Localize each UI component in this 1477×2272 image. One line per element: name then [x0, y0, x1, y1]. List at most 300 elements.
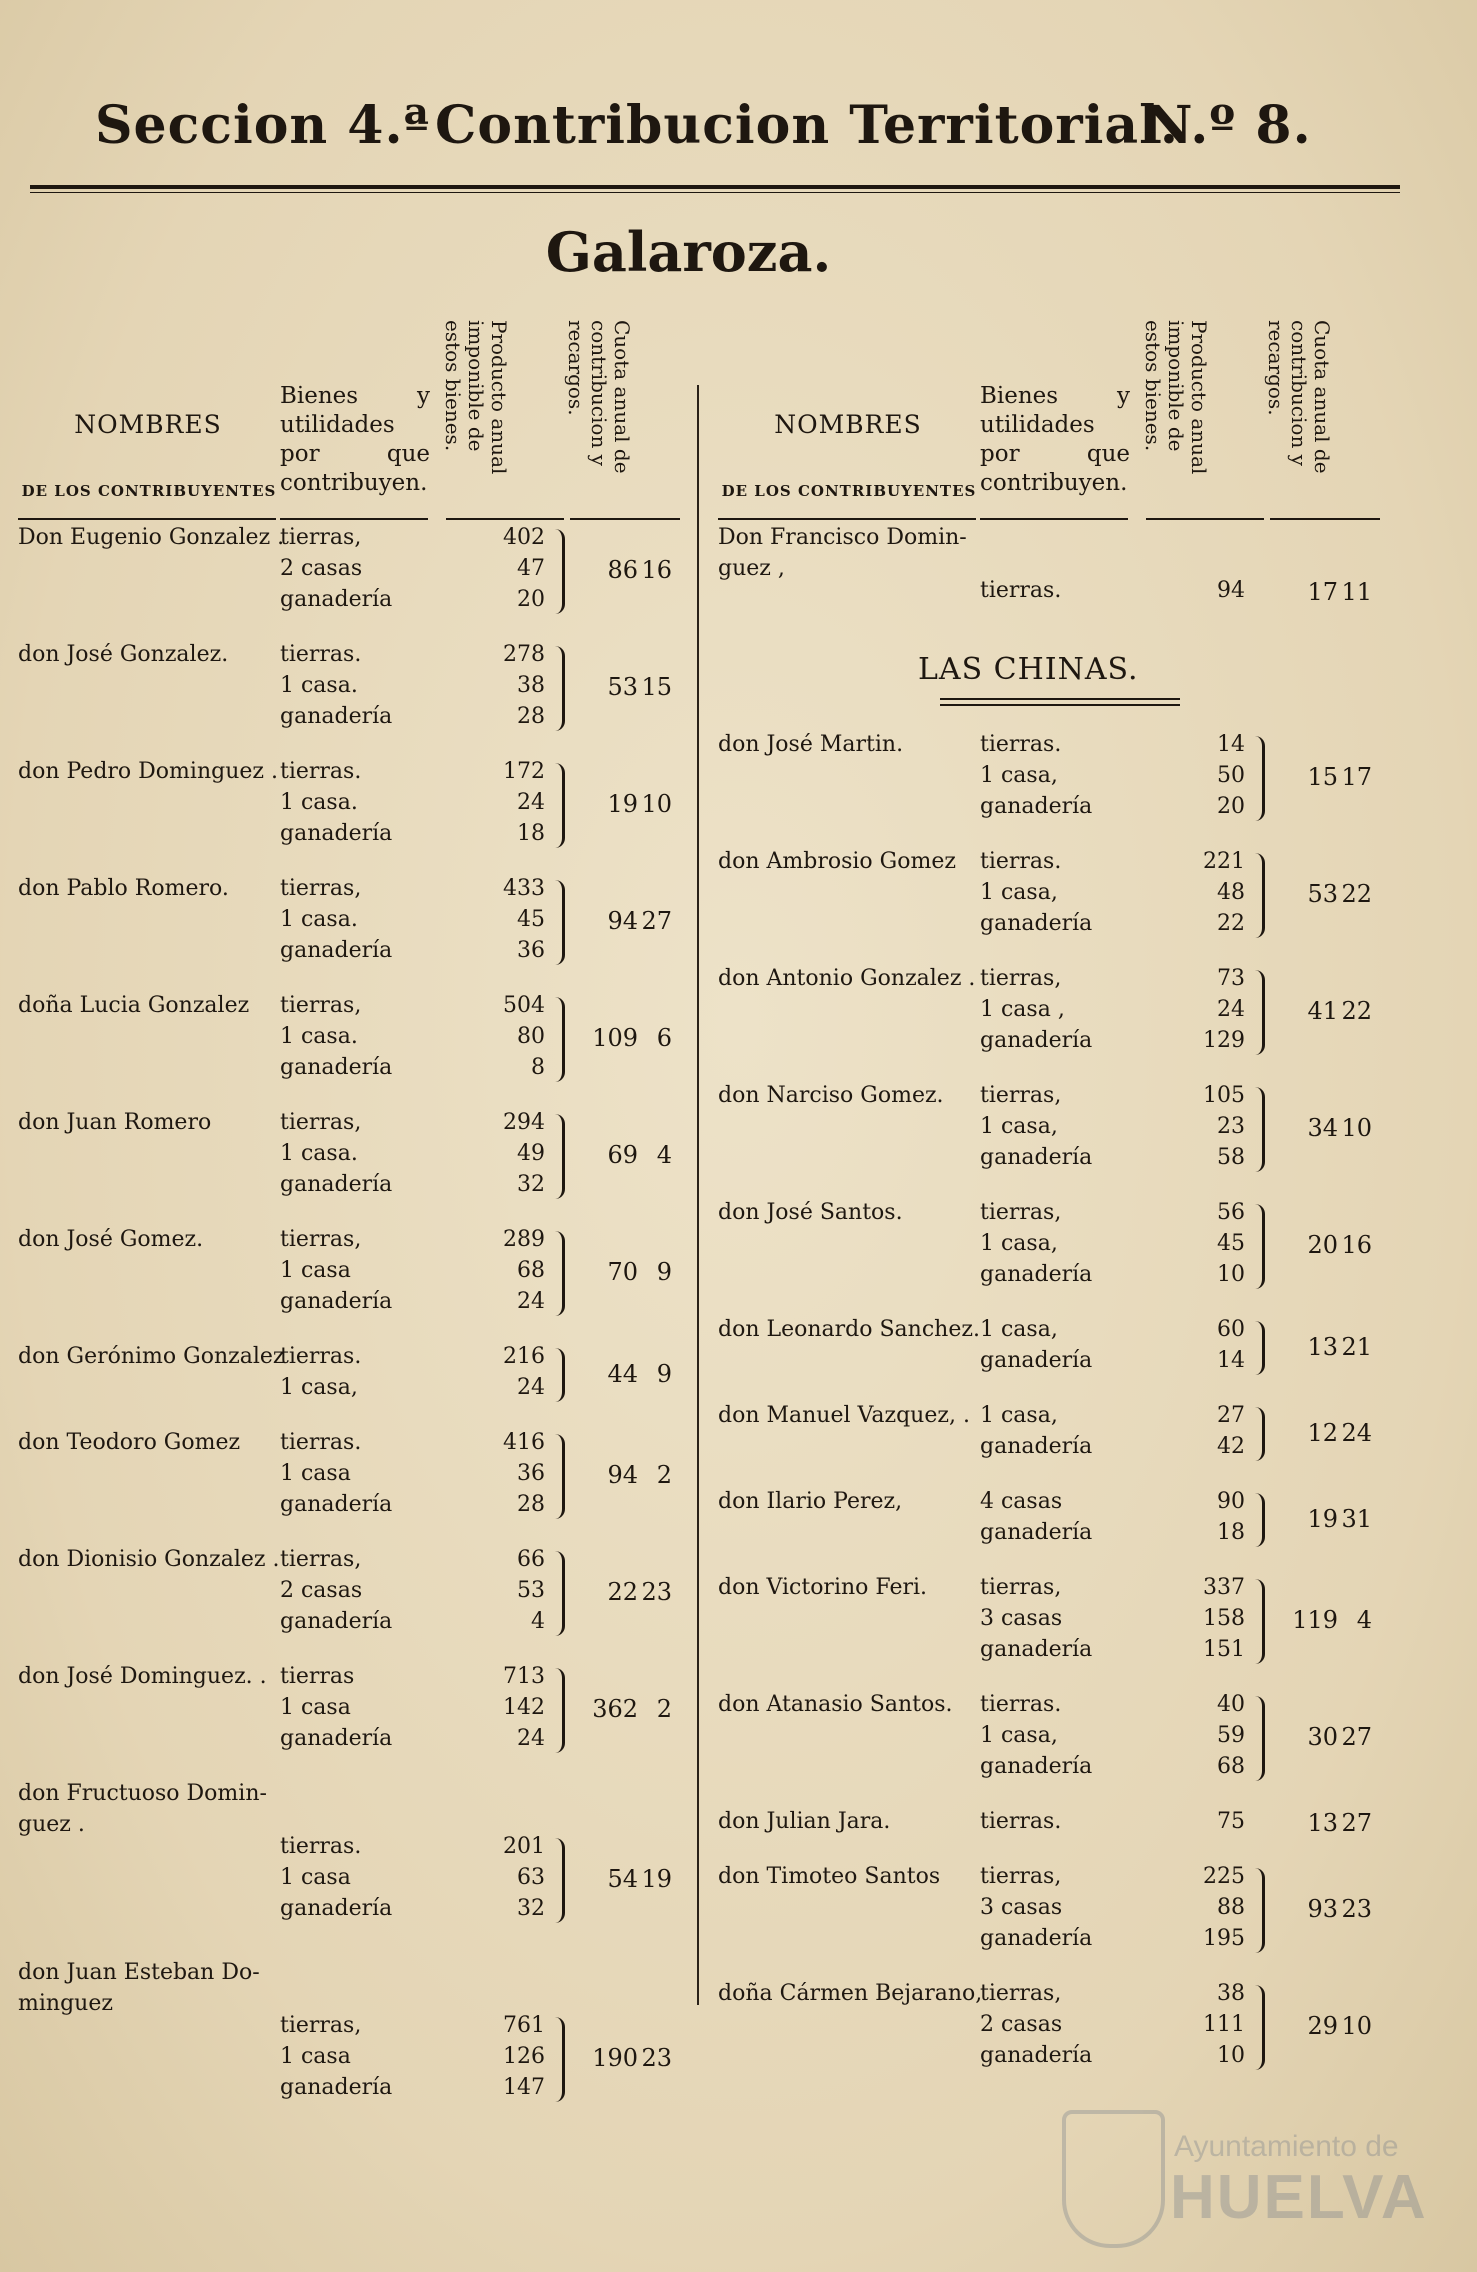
asset-text: 1 casa ,	[980, 997, 1065, 1022]
brace-mark	[1248, 1579, 1265, 1664]
contributor-name: don Victorino Feri.	[718, 1575, 928, 1600]
asset-text: ganadería	[980, 794, 1093, 819]
asset-text: tierras.	[980, 1692, 1062, 1717]
producto-value: 58	[1217, 1145, 1245, 1170]
producto-value: 20	[517, 587, 545, 612]
asset-text: 1 casa	[280, 1695, 351, 1720]
asset-label	[280, 1258, 430, 1289]
cuota-value	[1278, 880, 1378, 908]
cuota-maravedis: 19	[641, 1864, 672, 1893]
contributor-name: don Juan Esteban Do-	[18, 1960, 260, 1985]
cuota-value	[578, 790, 678, 818]
cuota-reales: 93	[1307, 1895, 1338, 1923]
asset-text: 2 casas	[280, 556, 363, 581]
watermark-line1: Ayuntamiento de	[1174, 2130, 1399, 2163]
producto-value: 24	[517, 790, 545, 815]
header-rule	[30, 185, 1400, 189]
asset-label	[980, 2043, 1130, 2074]
asset-text: tierras,	[280, 2012, 362, 2038]
asset-label	[980, 1926, 1130, 1957]
asset-label	[280, 525, 430, 556]
asset-text: ganadería	[980, 1637, 1093, 1662]
cuota-reales: 190	[592, 2043, 638, 2072]
header-underline	[446, 518, 564, 520]
asset-text: tierras.	[280, 642, 362, 667]
asset-text: 1 casa,	[980, 1403, 1058, 1428]
asset-text: 4 casas	[980, 1489, 1063, 1514]
brace-mark	[1248, 1087, 1265, 1172]
cuota-reales: 30	[1307, 1723, 1338, 1751]
producto-value: 90	[1217, 1489, 1245, 1514]
cuota-reales: 17	[1307, 577, 1338, 606]
asset-text: ganadería	[980, 1520, 1093, 1545]
asset-label	[980, 1434, 1130, 1465]
right-column	[718, 300, 1378, 2098]
asset-text: 3 casas	[980, 1606, 1063, 1631]
asset-label	[280, 938, 430, 969]
producto-value: 27	[1217, 1403, 1245, 1428]
shield-icon	[1062, 2110, 1165, 2248]
producto-value: 201	[503, 1833, 545, 1859]
producto-value: 761	[503, 2012, 545, 2038]
right-column-header	[718, 300, 1378, 525]
cuota-reales: 20	[1307, 1231, 1338, 1259]
cuota-value	[1278, 1505, 1378, 1533]
cuota-reales: 362	[592, 1695, 638, 1723]
contributor-name: doña Cármen Bejarano,	[718, 1981, 983, 2006]
asset-label	[980, 997, 1130, 1028]
producto-value: 416	[503, 1430, 545, 1455]
cuota-maravedis: 27	[1341, 1723, 1372, 1751]
contributor-entry	[718, 1864, 1378, 1981]
asset-text: ganadería	[280, 2074, 393, 2100]
brace-mark	[1248, 1696, 1265, 1781]
brace-mark	[1248, 1985, 1265, 2070]
producto-value: 24	[1217, 997, 1245, 1022]
producto-value: 24	[517, 1726, 545, 1751]
asset-label	[280, 1141, 430, 1172]
asset-text: ganadería	[980, 1434, 1093, 1459]
cuota-maravedis: 10	[1341, 2012, 1372, 2040]
asset-text: tierras,	[980, 1575, 1062, 1600]
asset-label	[980, 1262, 1130, 1293]
asset-text: tierras.	[980, 577, 1062, 603]
cuota-reales: 34	[1307, 1114, 1338, 1142]
cuota-maravedis: 9	[656, 1258, 672, 1286]
contributor-entry	[718, 1575, 1378, 1692]
right-first-entry	[718, 525, 1378, 642]
contributor-entry	[718, 966, 1378, 1083]
cuota-value	[578, 1865, 678, 1893]
asset-label	[280, 587, 430, 618]
brace-mark	[548, 1114, 565, 1199]
asset-label	[280, 673, 430, 704]
producto-value: 36	[517, 938, 545, 963]
asset-text: 1 casa	[280, 1461, 351, 1486]
contributor-name: Don Eugenio Gonzalez .	[18, 525, 285, 550]
asset-label	[280, 1609, 430, 1640]
contributor-entry	[718, 849, 1378, 966]
cuota-reales: 94	[607, 1461, 638, 1489]
cuota-maravedis: 2	[656, 1695, 672, 1723]
watermark	[1062, 2110, 1428, 2260]
asset-text: ganadería	[280, 1172, 393, 1197]
asset-label	[980, 1083, 1130, 1114]
contributor-name: Don Francisco Domin-	[718, 525, 967, 550]
producto-value: 151	[1203, 1637, 1245, 1662]
header-underline	[1270, 518, 1380, 520]
producto-value: 22	[1217, 911, 1245, 936]
producto-value: 158	[1203, 1606, 1245, 1631]
asset-text: ganadería	[280, 1609, 393, 1634]
brace-mark	[548, 1231, 565, 1316]
cuota-value	[1278, 1231, 1378, 1259]
asset-text: tierras,	[980, 966, 1062, 991]
brace-mark	[1248, 1321, 1265, 1375]
asset-text: 2 casas	[980, 2012, 1063, 2037]
bienes-header: Bienes y utilidades por que contribuyen.	[980, 383, 1130, 496]
brace-mark	[1248, 853, 1265, 938]
cuota-value	[578, 1360, 678, 1388]
asset-label	[980, 1981, 1130, 2012]
asset-text: tierras	[280, 1664, 355, 1689]
asset-label	[280, 1110, 430, 1141]
cuota-maravedis: 23	[641, 2043, 672, 2072]
asset-label	[280, 1227, 430, 1258]
page-header	[95, 95, 1315, 175]
asset-label	[280, 1430, 430, 1461]
contributor-name: don José Martin.	[718, 732, 904, 757]
contributor-entry	[18, 1344, 678, 1430]
cuota-reales: 19	[607, 790, 638, 818]
producto-value: 10	[1217, 1262, 1245, 1287]
asset-label	[980, 1520, 1130, 1551]
asset-text: 1 casa,	[980, 1723, 1058, 1748]
asset-text: 1 casa,	[280, 1375, 358, 1400]
header-underline	[18, 518, 276, 520]
producto-value: 278	[503, 642, 545, 667]
asset-text: ganadería	[280, 1895, 393, 1921]
cuota-reales: 86	[607, 556, 638, 584]
asset-text: tierras,	[280, 876, 362, 901]
asset-label	[280, 704, 430, 735]
las-chinas-title: LAS CHINAS.	[918, 652, 1139, 687]
producto-value: 14	[1217, 1348, 1245, 1373]
cuota-reales: 41	[1307, 997, 1338, 1025]
header-underline	[718, 518, 976, 520]
producto-value: 42	[1217, 1434, 1245, 1459]
producto-value: 36	[517, 1461, 545, 1486]
cuota-maravedis: 23	[641, 1578, 672, 1606]
producto-value: 75	[1217, 1809, 1245, 1834]
producto-value: 23	[1217, 1114, 1245, 1139]
producto-value: 47	[517, 556, 545, 581]
cuota-value	[578, 1578, 678, 1606]
contributor-name: don Antonio Gonzalez .	[718, 966, 976, 991]
asset-text: tierras.	[280, 1430, 362, 1455]
cuota-value	[578, 1258, 678, 1286]
names-subheader: DE LOS CONTRIBUYENTES	[21, 482, 277, 500]
asset-label	[980, 2012, 1130, 2043]
asset-label	[280, 2075, 430, 2106]
producto-value: 20	[1217, 794, 1245, 819]
column-separator	[697, 385, 699, 2005]
producto-value: 50	[1217, 763, 1245, 788]
contributor-entry	[18, 993, 678, 1110]
producto-value: 68	[517, 1258, 545, 1283]
brace-mark	[1248, 1868, 1265, 1953]
cuota-value	[1278, 1333, 1378, 1361]
asset-label	[980, 794, 1130, 825]
producto-value: 66	[517, 1547, 545, 1572]
cuota-reales: 12	[1307, 1418, 1338, 1447]
asset-text: ganadería	[980, 1754, 1093, 1779]
cuota-reales: 13	[1307, 1809, 1338, 1837]
asset-text: tierras.	[980, 849, 1062, 874]
cuota-maravedis: 6	[656, 1024, 672, 1052]
brace-mark	[548, 2017, 565, 2102]
asset-text: ganadería	[280, 1492, 393, 1517]
producto-value: 49	[517, 1141, 545, 1166]
cuota-reales: 29	[1307, 2012, 1338, 2040]
cuota-value	[1278, 763, 1378, 791]
asset-label	[980, 911, 1130, 942]
contributor-name: don Dionisio Gonzalez .	[18, 1547, 280, 1572]
asset-text: 3 casas	[980, 1895, 1063, 1920]
cuota-value	[1278, 2012, 1378, 2040]
cuota-maravedis: 2	[656, 1461, 672, 1489]
cuota-maravedis: 4	[656, 1141, 672, 1169]
asset-text: 1 casa.	[280, 1024, 358, 1049]
producto-value: 88	[1217, 1895, 1245, 1920]
bienes-header: Bienes y utilidades por que contribuyen.	[280, 383, 430, 496]
asset-text: ganadería	[280, 704, 393, 729]
producto-value: 40	[1217, 1692, 1245, 1717]
brace-mark	[1248, 1407, 1265, 1461]
asset-label	[280, 993, 430, 1024]
producto-value: 45	[517, 907, 545, 932]
asset-label	[280, 876, 430, 907]
asset-label	[280, 1055, 430, 1086]
producto-value: 60	[1217, 1317, 1245, 1342]
producto-value: 713	[503, 1664, 545, 1689]
producto-value: 225	[1203, 1864, 1245, 1889]
contributor-entry	[18, 1430, 678, 1547]
asset-label	[280, 759, 430, 790]
asset-label	[280, 556, 430, 587]
asset-text: 1 casa,	[980, 1114, 1058, 1139]
asset-text: tierras,	[280, 1110, 362, 1135]
asset-label	[980, 1403, 1130, 1434]
producto-value: 28	[517, 1492, 545, 1517]
contributor-name: don Teodoro Gomez	[18, 1430, 241, 1455]
asset-label	[980, 966, 1130, 997]
asset-label	[980, 1028, 1130, 1059]
contributor-name-cont: minguez	[18, 1991, 113, 2016]
producto-value: 294	[503, 1110, 545, 1135]
contributor-name: don Juan Romero	[18, 1110, 212, 1135]
asset-label	[280, 2044, 430, 2075]
cuota-maravedis: 16	[641, 556, 672, 584]
cuota-value	[1278, 1895, 1378, 1923]
asset-label	[280, 1461, 430, 1492]
asset-label	[280, 1547, 430, 1578]
producto-value: 221	[1203, 849, 1245, 874]
page-title: Contribucion Territorial.	[435, 95, 1179, 156]
asset-text: tierras,	[980, 1981, 1062, 2006]
contributor-entry	[18, 1664, 678, 1781]
producto-value: 10	[1217, 2043, 1245, 2068]
contributor-name: don José Dominguez. .	[18, 1664, 267, 1689]
cuota-maravedis: 23	[1341, 1895, 1372, 1923]
cuota-reales: 53	[1307, 880, 1338, 908]
header-underline	[980, 518, 1128, 520]
asset-text: 1 casa.	[280, 673, 358, 698]
cuota-reales: 69	[607, 1141, 638, 1169]
contributor-name: don Gerónimo Gonzalez	[18, 1344, 285, 1369]
producto-value: 195	[1203, 1926, 1245, 1951]
brace-mark	[548, 763, 565, 848]
asset-label	[280, 2013, 430, 2044]
asset-label	[280, 1172, 430, 1203]
producto-value: 18	[517, 821, 545, 846]
asset-text: tierras,	[980, 1200, 1062, 1225]
cuota-value	[1278, 1606, 1378, 1634]
producto-value: 32	[517, 1895, 545, 1921]
producto-value: 216	[503, 1344, 545, 1369]
contributor-name-cont: guez ,	[718, 556, 785, 581]
cuota-maravedis: 11	[1341, 577, 1372, 606]
asset-text: ganadería	[280, 938, 393, 963]
contributor-name: don Pedro Dominguez .	[18, 759, 278, 784]
asset-text: ganadería	[980, 911, 1093, 936]
asset-label	[280, 1289, 430, 1320]
producto-value: 126	[503, 2043, 545, 2069]
asset-label	[280, 1024, 430, 1055]
contributor-entry	[718, 525, 1378, 642]
asset-text: ganadería	[980, 1926, 1093, 1951]
cuota-value	[1278, 1723, 1378, 1751]
cuota-value	[1278, 1419, 1378, 1447]
asset-text: tierras,	[980, 1083, 1062, 1108]
producto-header: Producto anual imponible de estos bienes.	[1141, 320, 1211, 475]
producto-value: 56	[1217, 1200, 1245, 1225]
brace-mark	[1248, 736, 1265, 821]
cuota-reales: 19	[1307, 1504, 1338, 1533]
contributor-name: doña Lucia Gonzalez	[18, 993, 250, 1018]
contributor-entry	[18, 1781, 678, 1960]
producto-value: 38	[517, 673, 545, 698]
cuota-reales: 44	[607, 1359, 638, 1388]
cuota-value	[578, 1141, 678, 1169]
asset-label	[980, 732, 1130, 763]
cuota-reales: 22	[607, 1578, 638, 1606]
asset-text: 1 casa,	[980, 880, 1058, 905]
brace-mark	[548, 880, 565, 965]
asset-text: ganadería	[280, 1055, 393, 1080]
cuota-value	[1278, 1114, 1378, 1142]
asset-label	[980, 1754, 1130, 1785]
cuota-maravedis: 17	[1341, 763, 1372, 791]
asset-text: tierras,	[280, 993, 362, 1018]
producto-value: 24	[517, 1289, 545, 1314]
contributor-name: don Pablo Romero.	[18, 876, 229, 901]
cuota-maravedis: 22	[1341, 997, 1372, 1025]
asset-label	[280, 642, 430, 673]
brace-mark	[548, 1434, 565, 1519]
contributor-entry	[18, 876, 678, 993]
brace-mark	[548, 1348, 565, 1402]
producto-value: 80	[517, 1024, 545, 1049]
producto-value: 504	[503, 993, 545, 1018]
asset-label	[280, 1578, 430, 1609]
cuota-maravedis: 22	[1341, 880, 1372, 908]
producto-value: 4	[531, 1609, 545, 1634]
asset-label	[980, 1637, 1130, 1668]
asset-text: tierras.	[980, 732, 1062, 757]
cuota-reales: 53	[607, 673, 638, 701]
asset-label	[980, 1114, 1130, 1145]
asset-label	[980, 1575, 1130, 1606]
section-label: Seccion 4.ª	[95, 95, 430, 156]
cuota-reales: 13	[1307, 1332, 1338, 1361]
contributor-name: don Leonardo Sanchez.	[718, 1317, 980, 1342]
brace-mark	[548, 646, 565, 731]
header-underline	[280, 518, 428, 520]
contributor-entry	[18, 642, 678, 759]
asset-label	[980, 578, 1130, 609]
asset-text: tierras.	[280, 759, 362, 784]
producto-value: 45	[1217, 1231, 1245, 1256]
contributor-name: don José Gomez.	[18, 1227, 204, 1252]
asset-text: 2 casas	[280, 1578, 363, 1603]
contributor-entry	[18, 1960, 678, 2139]
asset-label	[280, 821, 430, 852]
asset-label	[280, 1375, 430, 1406]
asset-text: ganadería	[980, 1348, 1093, 1373]
producto-value: 289	[503, 1227, 545, 1252]
contributor-entry	[718, 1083, 1378, 1200]
asset-label	[980, 1606, 1130, 1637]
producto-value: 28	[517, 704, 545, 729]
brace-mark	[1248, 1204, 1265, 1289]
contributor-name: don José Gonzalez.	[18, 642, 229, 667]
cuota-maravedis: 27	[641, 907, 672, 935]
contributor-entry	[718, 1692, 1378, 1809]
cuota-value	[578, 907, 678, 935]
asset-label	[280, 1344, 430, 1375]
asset-label	[280, 1492, 430, 1523]
cuota-maravedis: 24	[1341, 1418, 1372, 1447]
producto-value: 59	[1217, 1723, 1245, 1748]
asset-label	[980, 1145, 1130, 1176]
asset-text: tierras,	[280, 1227, 362, 1252]
asset-text: tierras,	[280, 525, 362, 550]
brace-mark	[548, 529, 565, 614]
cuota-maravedis: 9	[656, 1359, 672, 1388]
contributor-entry	[718, 1403, 1378, 1489]
contributor-name: don José Santos.	[718, 1200, 903, 1225]
contributor-name: don Fructuoso Domin-	[18, 1781, 267, 1806]
asset-label	[980, 1231, 1130, 1262]
cuota-value	[1278, 578, 1378, 606]
header-underline	[1146, 518, 1264, 520]
contributor-name: don Ilario Perez,	[718, 1489, 903, 1514]
producto-value: 73	[1217, 966, 1245, 991]
asset-text: 1 casa,	[980, 763, 1058, 788]
asset-text: ganadería	[280, 587, 393, 612]
producto-value: 147	[503, 2074, 545, 2100]
